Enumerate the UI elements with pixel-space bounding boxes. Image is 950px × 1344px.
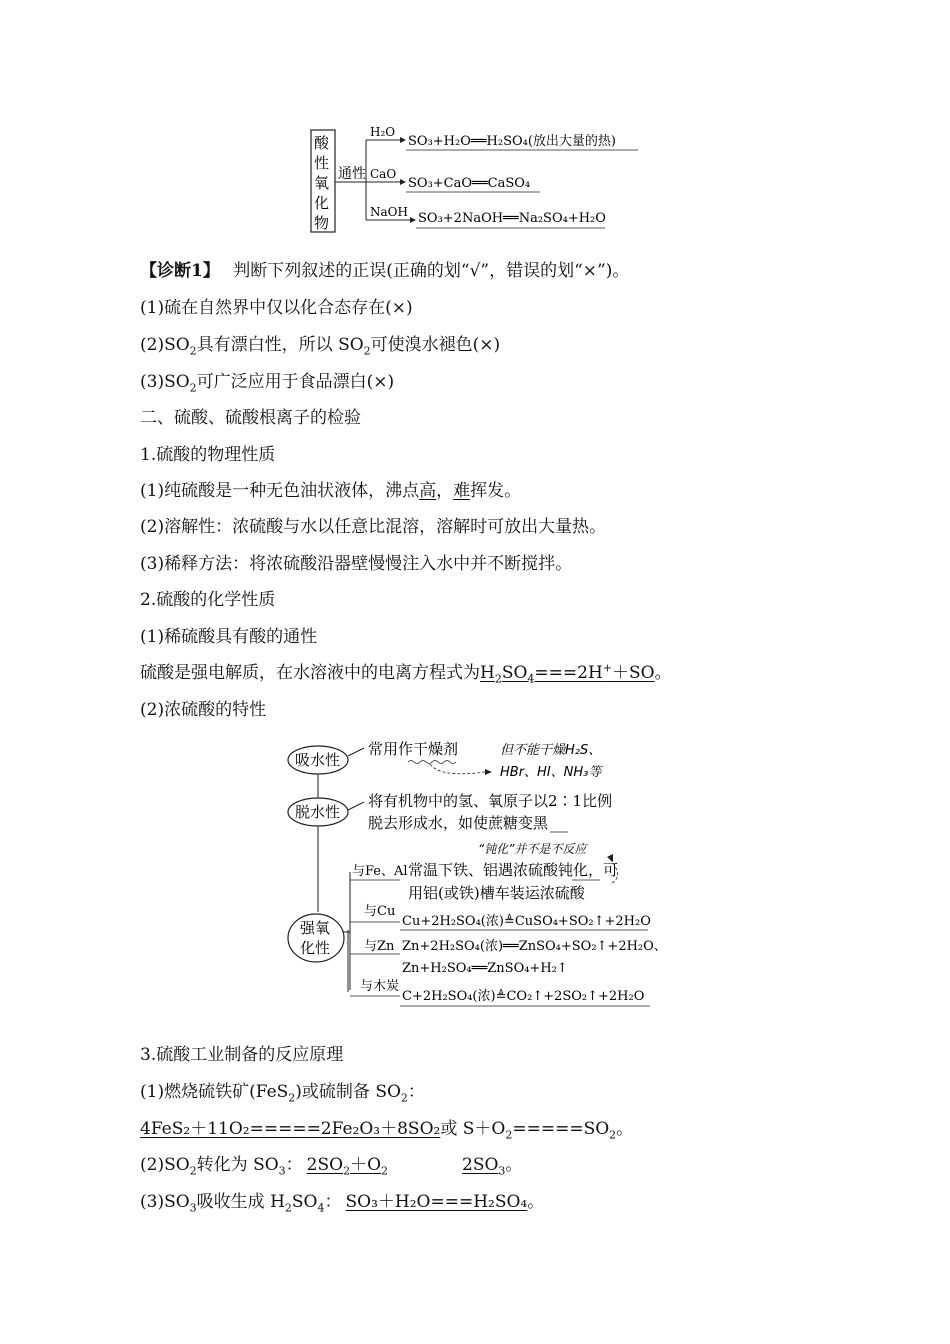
zn-equation-1: Zn+2H₂SO₄(浓)══ZnSO₄+SO₂↑+2H₂O、 (402, 939, 667, 954)
passivation-note: “钝化”并不是不反应 (478, 842, 587, 856)
zn-equation-2: Zn+H₂SO₄══ZnSO₄+H₂↑ (402, 961, 568, 976)
node-dehydrating-text-1: 将有机物中的氢、氧原子以2∶1比例 (368, 792, 613, 810)
reagent-label: CaO (370, 167, 397, 181)
industrial-step-1: (1)燃烧硫铁矿(FeS$_2$)或硫制备 $SO_2$： (140, 1082, 425, 1105)
node-dehydrating-label: 脱水性 (295, 803, 341, 821)
reaction-equation: SO₃+CaO══CaSO₄ (408, 176, 531, 191)
physical-property-1: (1)纯硫酸是一种无色油状液体，沸点高，难挥发。 (140, 481, 522, 501)
reagent-label: NaOH (370, 205, 408, 219)
carbon-label: 与木炭 (360, 979, 400, 994)
industrial-step-2: $(2)SO_2$转化为 $SO_3$： $2SO_2+O_2$ $2SO_3$。 (140, 1155, 523, 1178)
diagnosis-prompt (140, 260, 629, 282)
diagnosis-item-2: $(2)SO_2$具有漂白性，所以 $SO_2$可使溴水褪色(×) (140, 335, 501, 358)
cu-label: 与Cu (364, 904, 396, 919)
chemical-property-2: (2)浓硫酸的特性 (140, 700, 267, 720)
wavy-underline (408, 761, 456, 764)
node-oxidizing-label-1: 强氧 (300, 919, 331, 937)
concentrated-acid-diagram (280, 732, 680, 1017)
subheading-industrial: 3.硫酸工业制备的反应原理 (140, 1045, 344, 1065)
reaction-equation: SO₃+2NaOH══Na₂SO₄+H₂O (418, 211, 606, 226)
box-char: 性 (314, 154, 330, 172)
general-property-label: 通性 (338, 166, 366, 182)
reaction-equation: SO₃+H₂O══H₂SO₄(放出大量的热) (408, 134, 616, 149)
physical-property-3: (3)稀释方法：将浓硫酸沿器壁慢慢注入水中并不断搅拌。 (140, 554, 573, 574)
box-char: 物 (314, 214, 330, 232)
cu-equation: Cu+2H₂SO₄(浓)≜CuSO₄+SO₂↑+2H₂O (402, 914, 651, 929)
dashed-arrow (430, 764, 485, 774)
subheading-physical-properties: 1.硫酸的物理性质 (140, 445, 276, 465)
drying-note-2: HBr、HI、NH₃等 (500, 765, 602, 780)
box-char: 酸 (314, 134, 330, 152)
node-oxidizing-label-2: 化性 (300, 939, 331, 957)
acidic-oxide-diagram (300, 118, 660, 238)
section-heading: 二、硫酸、硫酸根离子的检验 (140, 408, 361, 428)
zn-label: 与Zn (364, 939, 395, 954)
drying-note-1: 但不能干燥H₂S、 (500, 743, 602, 758)
industrial-step-3: $(3)SO_3$吸收生成 $H_2SO_4$： SO₃＋H₂O===H₂SO₄。 (140, 1192, 545, 1215)
ionization-equation-line: 硫酸是强电解质，在水溶液中的电离方程式为$H_2SO_4===2H^++SO$。 (140, 661, 672, 686)
node-hygroscopic-text: 常用作干燥剂 (368, 740, 459, 758)
box-char: 氧 (314, 174, 330, 192)
chemical-property-1: (1)稀硫酸具有酸的通性 (140, 627, 318, 647)
fe-al-text-1: 常温下铁、铝遇浓硫酸钝化，可 (408, 861, 619, 879)
diagnosis-item-3: $(3)SO_2$可广泛应用于食品漂白(×) (140, 372, 395, 395)
diagnosis-label: 【诊断1】 (140, 261, 220, 281)
fe-al-text-2: 用铝(或铁)槽车装运浓硫酸 (408, 884, 585, 902)
diagnosis-instruction: 判断下列叙述的正误(正确的划“√”，错误的划“×”)。 (233, 261, 630, 281)
box-char: 化 (314, 194, 330, 212)
subheading-chemical-properties: 2.硫酸的化学性质 (140, 590, 276, 610)
physical-property-2: (2)溶解性：浓硫酸与水以任意比混溶，溶解时可放出大量热。 (140, 517, 607, 537)
reagent-label: H₂O (370, 125, 396, 139)
carbon-equation: C+2H₂SO₄(浓)≜CO₂↑+2SO₂↑+2H₂O (402, 989, 645, 1004)
industrial-equation-1: 4FeS₂＋11O₂=====2Fe₂O₃＋8SO₂或 $S+O_2=====SO_2$。 (140, 1119, 634, 1142)
fe-al-label: 与Fe、Al (352, 864, 408, 879)
diagnosis-item-1: (1)硫在自然界中仅以化合态存在(×) (140, 298, 413, 318)
node-hygroscopic-label: 吸水性 (295, 751, 341, 769)
node-dehydrating-text-2: 脱去形成水，如使蔗糖变黑 (368, 814, 549, 832)
